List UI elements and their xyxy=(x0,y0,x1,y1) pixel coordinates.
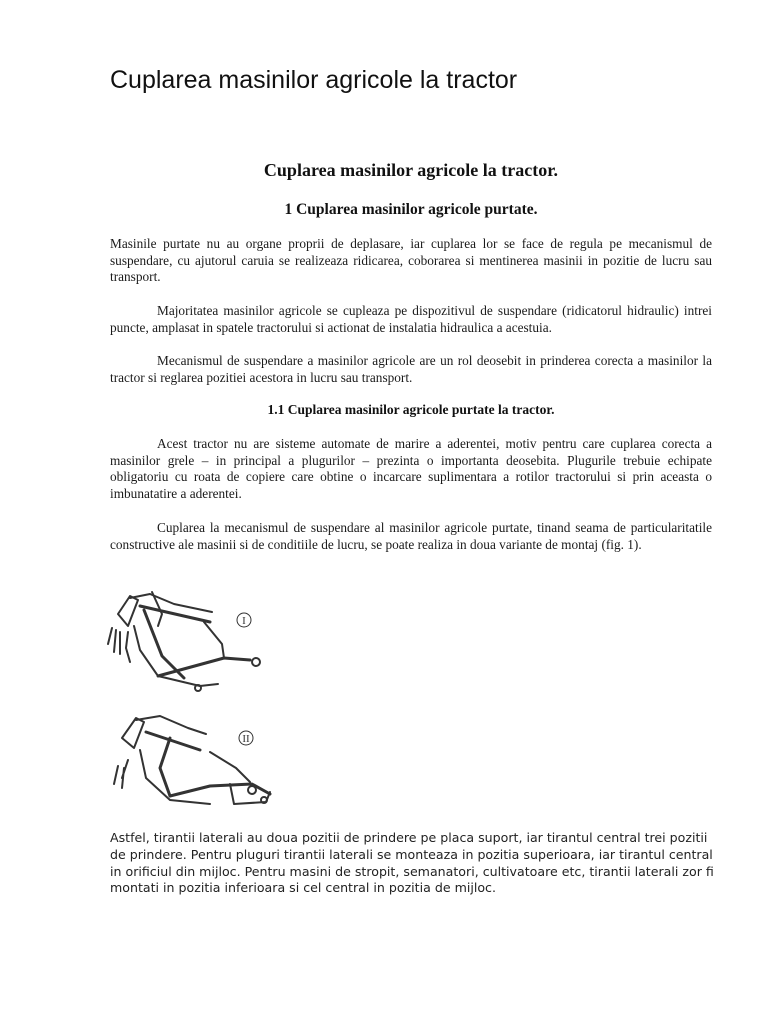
paragraph-2: Majoritatea masinilor agricole se cupleaza pe dispozitivul de suspendare (ridicatorul hidraulic) intrei puncte, amplasat in spatele tractorului si actionat de instalatia hidraulica a acestuia. xyxy=(110,303,712,335)
paragraph-6: Astfel, tirantii laterali au doua pozitii de prindere pe placa suport, iar tirantul central trei pozitii de prindere. Pentru pluguri tirantii laterali se monteaza in pozitia superioara, iar tirantul central in orificiul din mijloc. Pentru masini de stropit, semanatori, cultivatoare etc, tirantii laterali zor fi montati in pozitia inferioara si cel central in pozitia de mijloc. xyxy=(110,830,714,896)
paragraph-4: Acest tractor nu are sisteme automate de marire a aderentei, motiv pentru care cuplarea corecta a masinilor grele – in principal a plugurilor – prezinta o importanta deosebita. Plugurile trebuie echipate obligatoriu cu roata de copiere care obtine o incarcare suplimentara a rotilor tractorului si prin aceasta o imbunatatire a aderentei. xyxy=(110,436,712,501)
paragraph-3: Mecanismul de suspendare a masinilor agricole are un rol deosebit in prinderea corecta a masinilor la tractor si reglarea pozitiei acestora in lucru sau transport. xyxy=(110,353,712,385)
hitch-variant-1-drawing xyxy=(108,592,260,691)
hitch-variant-2-drawing xyxy=(114,716,270,804)
figure-label-2: II xyxy=(242,733,250,745)
page-title: Cuplarea masinilor agricole la tractor xyxy=(110,66,518,94)
subsection-heading: 1.1 Cuplarea masinilor agricole purtate la tractor. xyxy=(267,402,555,417)
figure-label-1: I xyxy=(242,615,246,627)
hitch-mechanism-figure xyxy=(100,586,280,822)
section-heading: 1 Cuplarea masinilor agricole purtate. xyxy=(284,201,538,218)
hitch-diagram xyxy=(100,586,280,822)
paragraph-1: Masinile purtate nu au organe proprii de deplasare, iar cuplarea lor se face de regula pe mecanismul de suspendare, cu ajutorul caruia se realizeaza ridicarea, coborarea si mentinerea masinii in pozitie de lucru sau transport. xyxy=(110,236,712,285)
document-main-heading: Cuplarea masinilor agricole la tractor. xyxy=(263,160,559,180)
paragraph-5: Cuplarea la mecanismul de suspendare al masinilor agricole purtate, tinand seama de particularitatile constructive ale masinii si de conditiile de lucru, se poate realiza in doua variante de montaj (fig. 1). xyxy=(110,520,712,552)
